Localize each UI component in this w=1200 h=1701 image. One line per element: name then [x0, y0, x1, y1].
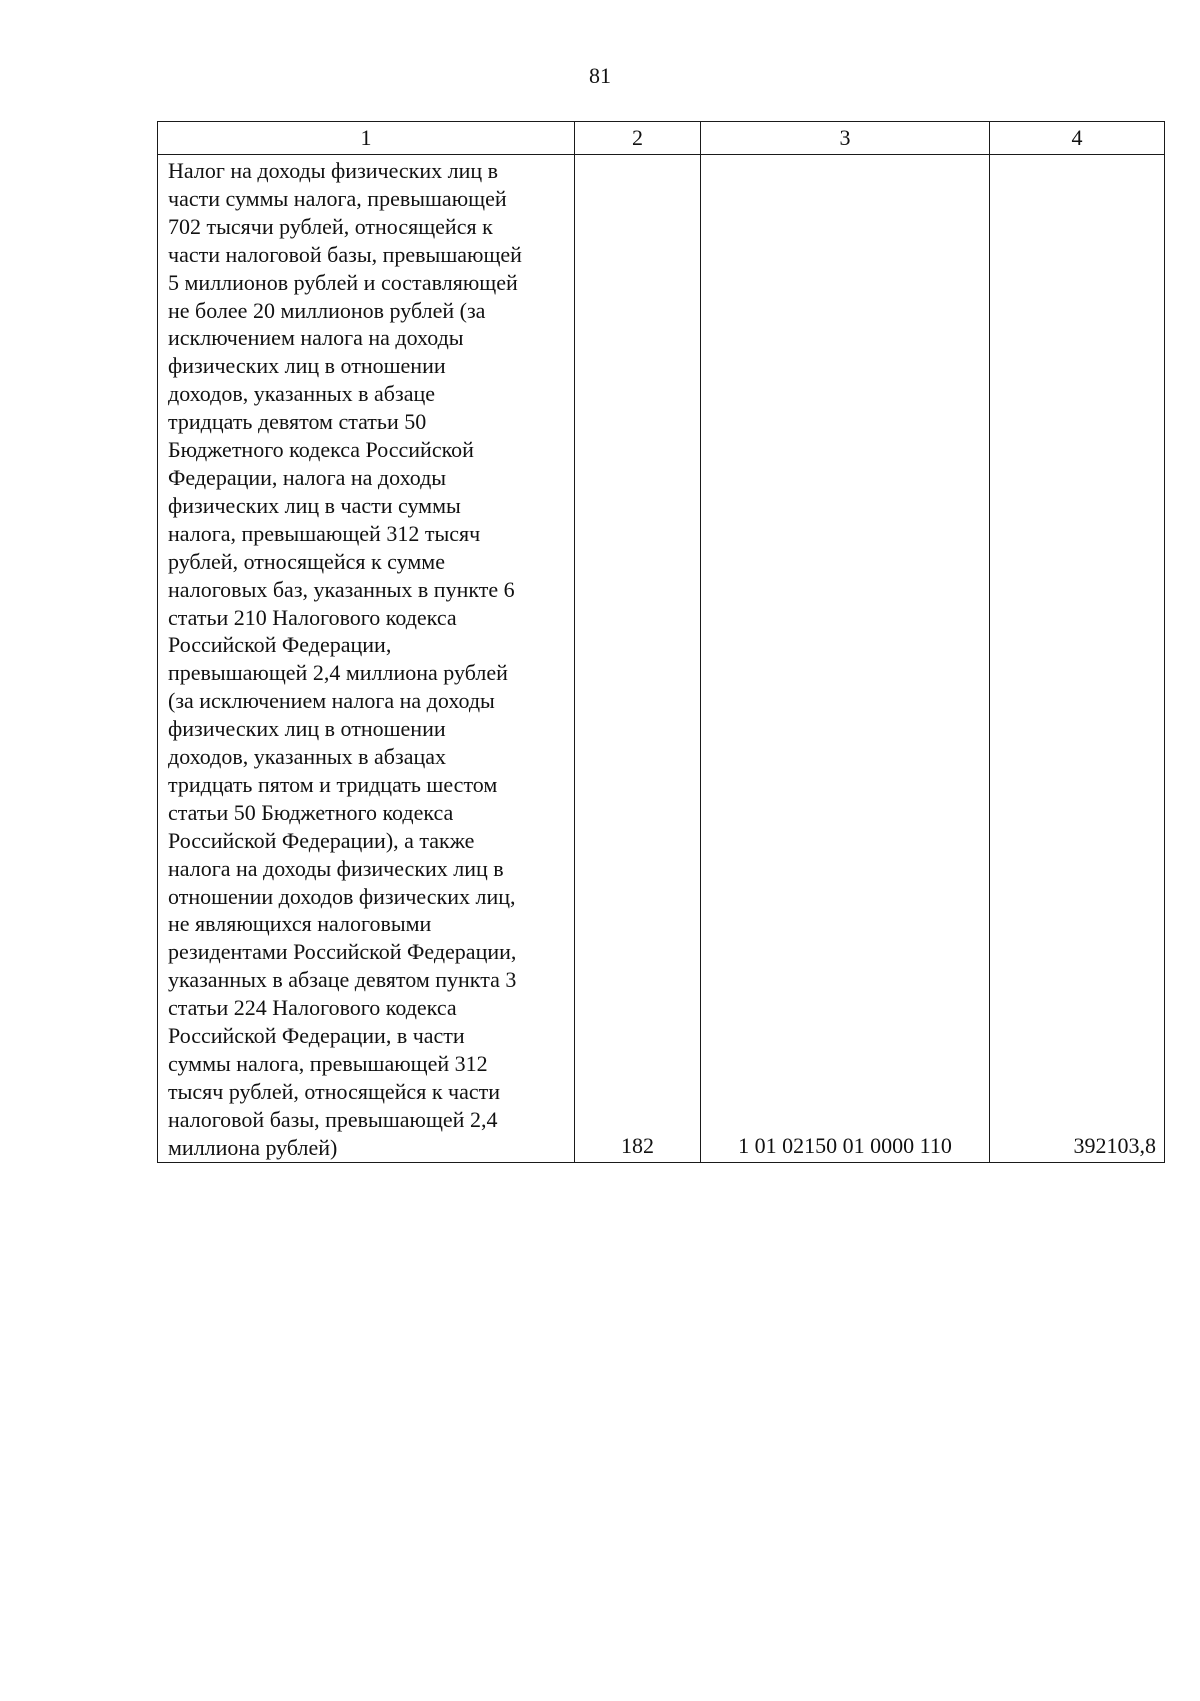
table-header-row	[158, 122, 1165, 155]
row-budget-classification-code: 1 01 02150 01 0000 110	[701, 155, 990, 1163]
page-number: 81	[589, 63, 611, 88]
column-header-3: 3	[701, 122, 990, 155]
budget-table	[157, 121, 1165, 1163]
row-description: Налог на доходы физических лиц в части суммы налога, превышающей 702 тысячи рублей, относящейся к части налоговой базы, превышающей 5 миллионов рублей и составляющей не более 20 миллионов рублей (за исключением налога на доходы физических лиц в отношении доходов, указанных в абзаце тридцать девятом статьи 50 Бюджетного кодекса Российской Федерации, налога на доходы физических лиц в части суммы налога, превышающей 312 тысяч рублей, относящейся к сумме налоговых баз, указанных в пункте 6 статьи 210 Налогового кодекса Российской Федерации, превышающей 2,4 миллиона рублей (за исключением налога на доходы физических лиц в отношении доходов, указанных в абзацах тридцать пятом и тридцать шестом статьи 50 Бюджетного кодекса Российской Федерации), а также налога на доходы физических лиц в отношении доходов физических лиц, не являющихся налоговыми резидентами Российской Федерации, указанных в абзаце девятом пункта 3 статьи 224 Налогового кодекса Российской Федерации, в части суммы налога, превышающей 312 тысяч рублей, относящейся к части налоговой базы, превышающей 2,4 миллиона рублей)	[158, 155, 575, 1163]
column-header-2: 2	[575, 122, 701, 155]
table-row	[158, 155, 1165, 1163]
column-header-4: 4	[990, 122, 1165, 155]
row-amount: 392103,8	[990, 155, 1165, 1163]
column-header-1: 1	[158, 122, 575, 155]
row-admin-code: 182	[575, 155, 701, 1163]
